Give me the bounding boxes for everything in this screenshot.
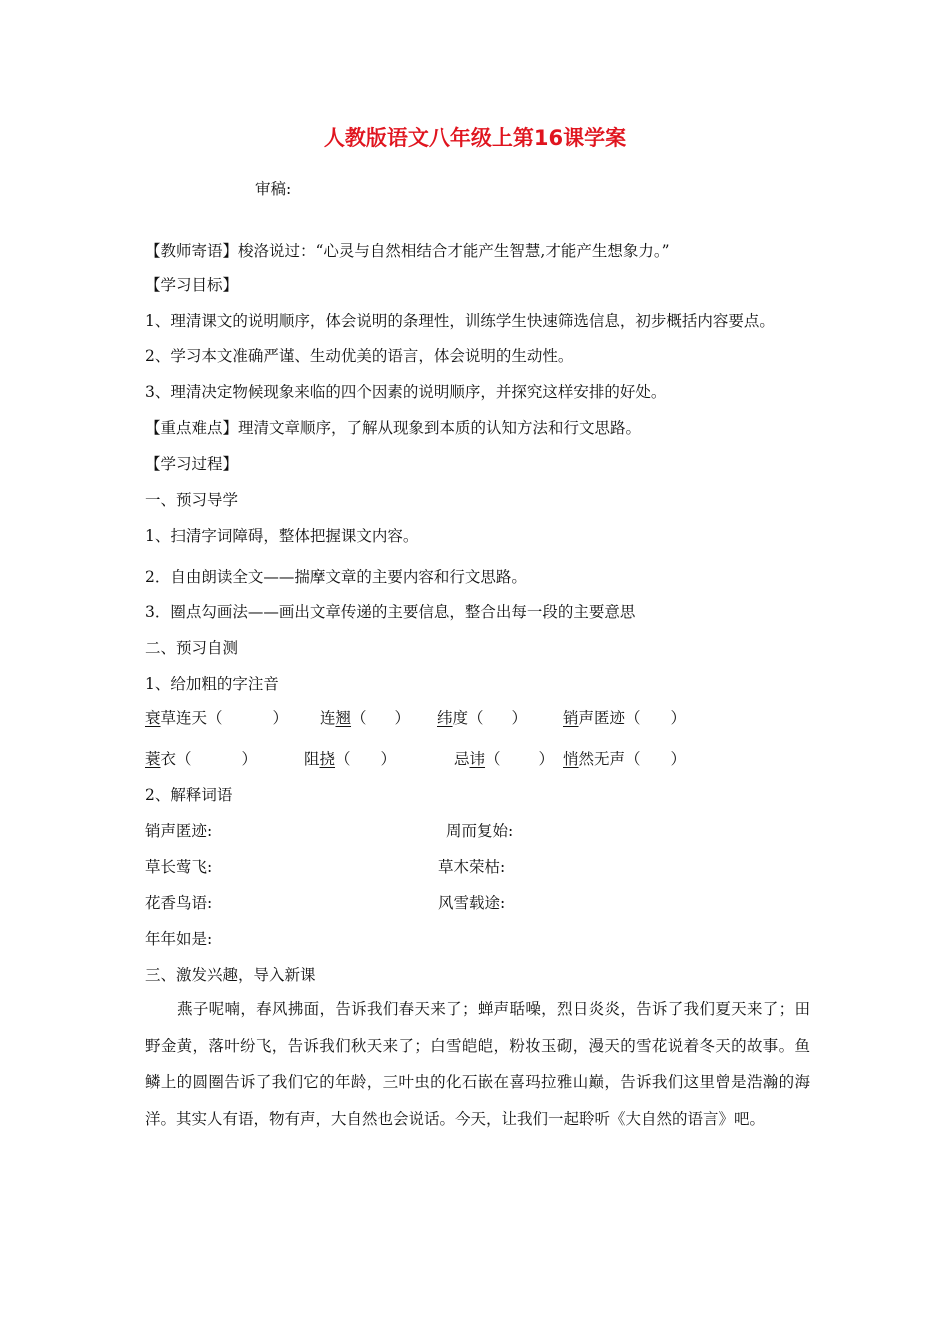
pinyin-item: 阻挠（ ） (304, 750, 397, 768)
bold-char: 挠 (319, 750, 336, 768)
pinyin-item: 销声匿迹（ ） (563, 709, 687, 727)
pinyin-item: 连翘（ ） (320, 709, 411, 727)
term-item: 草木荣枯: (438, 858, 506, 876)
bold-char: 销 (563, 709, 579, 727)
pinyin-item: 忌讳（ ） (454, 750, 555, 768)
pinyin-item: 悄然无声（ ） (563, 750, 687, 768)
section-heading: 二、预习自测 (145, 639, 239, 657)
term-item: 草长莺飞: (145, 858, 213, 876)
bold-char: 衰 (145, 709, 161, 727)
reviewer-label: 审稿: (255, 180, 292, 198)
term-item: 花香鸟语: (145, 894, 213, 912)
explain-heading: 2、解释词语 (145, 786, 233, 804)
goal-item: 2、学习本文准确严谨、生动优美的语言，体会说明的生动性。 (145, 347, 574, 365)
intro-paragraph: 燕子呢喃，春风拂面，告诉我们春天来了；蝉声聒噪，烈日炎炎，告诉了我们夏天来了；田野金黄，落叶纷飞，告诉我们秋天来了；白雪皑皑，粉妆玉砌，漫天的雪花说着冬天的故事。鱼鳞上的圆圈告诉了我们它的年龄，三叶虫的化石嵌在喜玛拉雅山巅，告诉我们这里曾是浩瀚的海洋。其实人有语，物有声，大自然也会说话。今天，让我们一起聆听《大自然的语言》吧。 (145, 1000, 810, 1128)
term-item: 年年如是: (145, 930, 213, 948)
goals-heading: 【学习目标】 (145, 276, 239, 294)
teacher-message: 【教师寄语】梭洛说过：“心灵与自然相结合才能产生智慧,才能产生想象力。” (145, 242, 670, 260)
goal-item: 3、理清决定物候现象来临的四个因素的说明顺序，并探究这样安排的好处。 (145, 383, 667, 401)
pinyin-item: 纬度（ ） (437, 709, 528, 727)
bold-char: 蓑 (145, 750, 161, 768)
list-item: 1、扫清字词障碍，整体把握课文内容。 (145, 527, 419, 545)
list-item: 3．圈点勾画法——画出文章传递的主要信息，整合出每一段的主要意思 (145, 603, 636, 621)
term-item: 周而复始: (446, 822, 514, 840)
list-item: 2．自由朗读全文——揣摩文章的主要内容和行文思路。 (145, 568, 527, 586)
bold-char: 纬 (437, 709, 453, 727)
bold-char: 悄 (563, 750, 579, 768)
pinyin-heading: 1、给加粗的字注音 (145, 675, 279, 693)
pinyin-item: 衰草连天（ ） (145, 709, 289, 727)
pinyin-item: 蓑衣（ ） (145, 750, 258, 768)
section-heading: 三、激发兴趣，导入新课 (145, 966, 316, 984)
goal-item: 1、理清课文的说明顺序，体会说明的条理性，训练学生快速筛选信息，初步概括内容要点。 (145, 312, 775, 330)
bold-char: 讳 (469, 750, 486, 768)
term-item: 销声匿迹: (145, 822, 213, 840)
bold-char: 翘 (335, 709, 352, 727)
page-title: 人教版语文八年级上第16课学案 (323, 126, 627, 150)
term-item: 风雪载途: (438, 894, 506, 912)
key-points: 【重点难点】理清文章顺序，了解从现象到本质的认知方法和行文思路。 (145, 419, 642, 437)
process-heading: 【学习过程】 (145, 455, 239, 473)
section-heading: 一、预习导学 (145, 491, 239, 509)
